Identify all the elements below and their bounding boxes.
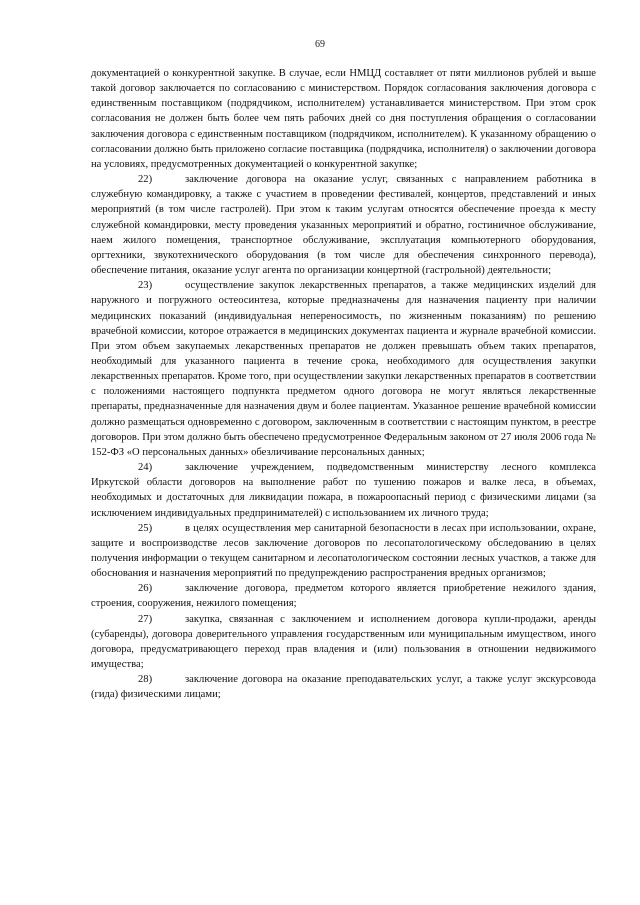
- item-text: закупка, связанная с заключением и исполнением договора купли-продажи, аренды (субаренды), договора доверительного управления государственным или муниципальным имуществом, иного договора, предусматривающего переход прав владения и (или) пользования в отношении недвижимого имущества;: [91, 613, 596, 671]
- item-text: в целях осуществления мер санитарной безопасности в лесах при использовании, охране, защите и воспроизводстве лесов заключение договоров по лесопатологическому обследованию в целях получения информации о текущем санитарном и лесопатологическом состоянии лесных участков, а также для обоснования и назначения мероприятий по предупреждению распространения вредных организмов;: [91, 522, 596, 580]
- paragraph-text: документацией о конкурентной закупке. В случае, если НМЦД составляет от пяти миллионов рублей и выше такой договор заключается по согласованию с министерством. Порядок согласования заключения договора с единственным поставщиком (подрядчиком, исполнителем) устанавливается министерством. При этом срок согласования не должен быть более чем пять рабочих дней со дня поступления обращения о согласовании заключения договора с единственным поставщиком (подрядчиком, исполнителем). К указанному обращению о согласовании должно быть приложено согласие поставщика (подрядчика, исполнителя) о заключении договора на условиях, предусмотренных документацией о конкурентной закупке;: [91, 68, 596, 170]
- item-number: 22): [138, 174, 153, 186]
- item-text: заключение договора на оказание преподавательских услуг, а также услуг экскурсовода (гида) физическими лицами;: [91, 674, 596, 701]
- list-item-25: [91, 521, 596, 582]
- list-item-27: [91, 612, 596, 673]
- list-item-23: [91, 278, 596, 460]
- list-item-26: [91, 581, 596, 611]
- document-body: [91, 66, 596, 703]
- item-number: 23): [138, 280, 153, 292]
- list-item-24: [91, 460, 596, 521]
- item-text: заключение договора, предметом которого является приобретение нежилого здания, строения, сооружения, нежилого помещения;: [91, 583, 596, 610]
- list-item-22: [91, 172, 596, 278]
- item-number: 28): [138, 674, 153, 686]
- item-text: осуществление закупок лекарственных препаратов, а также медицинских изделий для наружного и погружного остеосинтеза, которые предназначены для назначения пациенту при наличии медицинских показаний (индивидуальная непереносимость, по жизненным показаниям) по решению врачебной комиссии, которое отражается в медицинских документах пациента и журнале врачебной комиссии. При этом объем закупаемых лекарственных препаратов не должен превышать объем таких препаратов, необходимый для указанного пациента в течение срока, необходимого для осуществления закупки лекарственных препаратов. Кроме того, при осуществлении закупки лекарственных препаратов в соответствии с положениями настоящего подпункта предметом одного договора не могут являться лекарственные препараты, предназначенные для назначения двум и более пациентам. Указанное решение врачебной комиссии должно размещаться одновременно с договором, заключенным в соответствии с настоящим пунктом, в реестре договоров. При этом должно быть обеспечено предусмотренное Федеральным законом от 27 июля 2006 года № 152-ФЗ «О персональных данных» обезличивание персональных данных;: [91, 280, 596, 458]
- item-number: 24): [138, 462, 153, 474]
- list-item-28: [91, 672, 596, 702]
- paragraph-continuation: [91, 66, 596, 172]
- item-text: заключение договора на оказание услуг, связанных с направлением работника в служебную командировку, а также с участием в проведении фестивалей, концертов, представлений и иных мероприятий (в том числе гастролей). При этом к таким услугам относятся обеспечение проезда к месту служебной командировки, месту проведения указанных мероприятий и обратно, гостиничное обслуживание, наем жилого помещения, транспортное обслуживание, эксплуатация компьютерного оборудования, оргтехники, звукотехнического оборудования (в том числе для обеспечения синхронного перевода), обеспечение питания, оказание услуг агента по организации концертной (гастрольной) деятельности;: [91, 174, 596, 277]
- item-text: заключение учреждением, подведомственным министерству лесного комплекса Иркутской области договоров на выполнение работ по тушению пожаров и валке леса, в объемах, необходимых и достаточных для ликвидации пожара, в пожароопасный период с физическими лицами (за исключением индивидуальных предпринимателей) с использованием их личного труда;: [91, 462, 596, 519]
- item-number: 26): [138, 583, 153, 595]
- page-number: 69: [315, 39, 325, 50]
- item-number: 25): [138, 522, 153, 534]
- item-number: 27): [138, 613, 153, 625]
